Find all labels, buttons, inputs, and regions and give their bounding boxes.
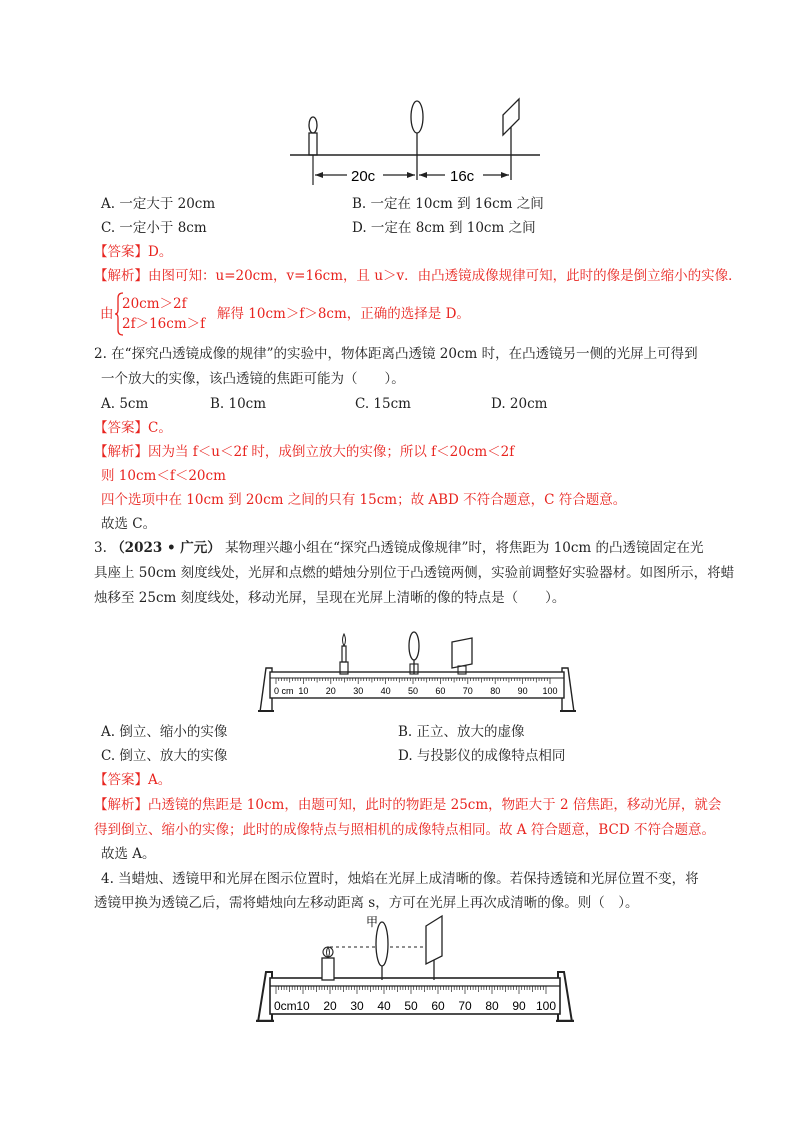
lens-icon — [411, 101, 423, 180]
q3-line-1 — [94, 538, 704, 558]
q3-figure — [258, 628, 576, 712]
q1-option-b: B. 一定在 10cm 到 16cm 之间 — [352, 196, 544, 212]
ruler-label: 90 — [517, 686, 528, 696]
ruler-label: 50 — [404, 999, 418, 1013]
lens-icon — [409, 632, 419, 674]
q3-line-2: 具座上 50cm 刻度线处，光屏和点燃的蜡烛分别位于凸透镜两侧，实验前调整好实验器材。如图所示，将蜡 — [94, 565, 735, 581]
q2-answer: 【答案】C。 — [94, 420, 172, 436]
ruler-label: 40 — [377, 999, 391, 1013]
q3-option-c: C. 倒立、放大的实像 — [101, 748, 228, 764]
ruler-label: 20 — [323, 999, 337, 1013]
q3-text: 某物理兴趣小组在“探究凸透镜成像规律”时，将焦距为 10cm 的凸透镜固定在光 — [225, 540, 704, 556]
q3-source: （2023 • 广元） — [111, 540, 221, 556]
ruler-label: 100 — [535, 999, 557, 1013]
ruler-label: 80 — [490, 686, 501, 696]
candle-icon — [322, 947, 334, 980]
ruler-label: 10 — [298, 686, 309, 696]
q4-line-1: 4. 当蜡烛、透镜甲和光屏在图示位置时，烛焰在光屏上成清晰的像。若保持透镜和光屏位置不变，将 — [101, 871, 699, 887]
q3-analysis — [94, 795, 721, 815]
q1-result: 解得 10cm＞f＞8cm，正确的选择是 D。 — [217, 306, 470, 322]
q3-analysis-2: 得到倒立、缩小的实像；此时的成像特点与照相机的成像特点相同。故 A 符合题意，BCD 不符合题意。 — [94, 822, 715, 838]
q2-option-d: D. 20cm — [491, 396, 548, 412]
q1-option-d: D. 一定在 8cm 到 10cm 之间 — [352, 220, 536, 236]
ruler-label: 20 — [325, 686, 336, 696]
ruler-label: 70 — [462, 686, 473, 696]
analysis-text: 因为当 f＜u＜2f 时，成倒立放大的实像；所以 f＜20cm＜2f — [148, 444, 515, 460]
ruler-label: 80 — [485, 999, 499, 1013]
q2-option-b: B. 10cm — [210, 396, 267, 412]
q2-line-1: 2. 在“探究凸透镜成像的规律”的实验中，物体距离凸透镜 20cm 时，在凸透镜另一侧的光屏上可得到 — [94, 346, 698, 362]
ruler-label: 40 — [380, 686, 391, 696]
q1-equations — [122, 294, 205, 334]
q3-line-3: 烛移至 25cm 刻度线处，移动光屏，呈现在光屏上清晰的像的特点是（ ）。 — [94, 590, 566, 606]
screen-icon — [452, 638, 472, 674]
q1-analysis — [94, 266, 742, 286]
q2-analysis-2: 则 10cm＜f＜20cm — [101, 468, 226, 484]
q1-answer: 【答案】D。 — [94, 244, 173, 260]
analysis-label: 【解析】 — [94, 444, 148, 460]
q3-option-b: B. 正立、放大的虚像 — [398, 724, 525, 740]
q2-analysis-3: 四个选项中在 10cm 到 20cm 之间的只有 15cm；故 ABD 不符合题意，C 符合题意。 — [101, 492, 627, 508]
q1-left-distance: 20c — [351, 168, 376, 185]
analysis-label: 【解析】 — [94, 797, 148, 813]
ruler-label: 30 — [353, 686, 364, 696]
ruler-label: 100 — [542, 686, 558, 696]
lens-label: 甲 — [366, 915, 379, 929]
q2-option-a: A. 5cm — [101, 396, 149, 412]
q1-equation-system — [100, 292, 560, 336]
analysis-label: 【解析】 — [94, 268, 148, 284]
q3-number: 3. — [94, 540, 107, 556]
q2-option-c: C. 15cm — [355, 396, 411, 412]
q1-figure — [285, 95, 545, 195]
q3-conclusion: 故选 A。 — [101, 846, 156, 862]
q4-figure — [256, 914, 574, 1022]
screen-icon — [426, 916, 442, 980]
q3-option-d: D. 与投影仪的成像特点相同 — [398, 748, 566, 764]
ruler-label: 70 — [458, 999, 472, 1013]
q3-answer: 【答案】A。 — [94, 772, 172, 788]
q1-option-c: C. 一定小于 8cm — [101, 220, 207, 236]
q1-by: 由 — [100, 306, 114, 322]
ruler-label: 30 — [350, 999, 364, 1013]
lens-icon — [376, 922, 388, 980]
candle-icon — [340, 634, 348, 674]
ruler-label: 0cm — [274, 999, 297, 1013]
ruler-label: 0 cm — [274, 686, 294, 696]
ruler-label: 60 — [431, 999, 445, 1013]
q1-option-a: A. 一定大于 20cm — [101, 196, 216, 212]
q1-eq1: 20cm＞2f — [122, 296, 187, 312]
ruler-label: 90 — [512, 999, 526, 1013]
analysis-text: 凸透镜的焦距是 10cm，由题可知，此时的物距是 25cm，物距大于 2 倍焦距，移动光屏，就会 — [148, 797, 722, 813]
candle-icon — [309, 117, 317, 155]
q2-conclusion: 故选 C。 — [101, 516, 157, 532]
ruler-label: 10 — [296, 999, 310, 1013]
q2-analysis — [94, 442, 514, 462]
analysis-text: 由图可知：u=20cm，v=16cm，且 u＞v．由凸透镜成像规律可知，此时的像是倒立缩小的实像． — [148, 268, 742, 284]
screen-icon — [503, 99, 519, 180]
q3-option-a: A. 倒立、缩小的实像 — [101, 724, 228, 740]
ruler-label: 60 — [435, 686, 446, 696]
ruler-label: 50 — [407, 686, 419, 696]
q1-eq2: 2f＞16cm＞f — [122, 316, 206, 332]
q4-line-2: 透镜甲换为透镜乙后，需将蜡烛向左移动距离 s，方可在光屏上再次成清晰的像。则（ ）。 — [94, 895, 639, 911]
q2-line-2: 一个放大的实像，该凸透镜的焦距可能为（ ）。 — [101, 371, 405, 387]
q1-right-distance: 16c — [450, 168, 475, 185]
